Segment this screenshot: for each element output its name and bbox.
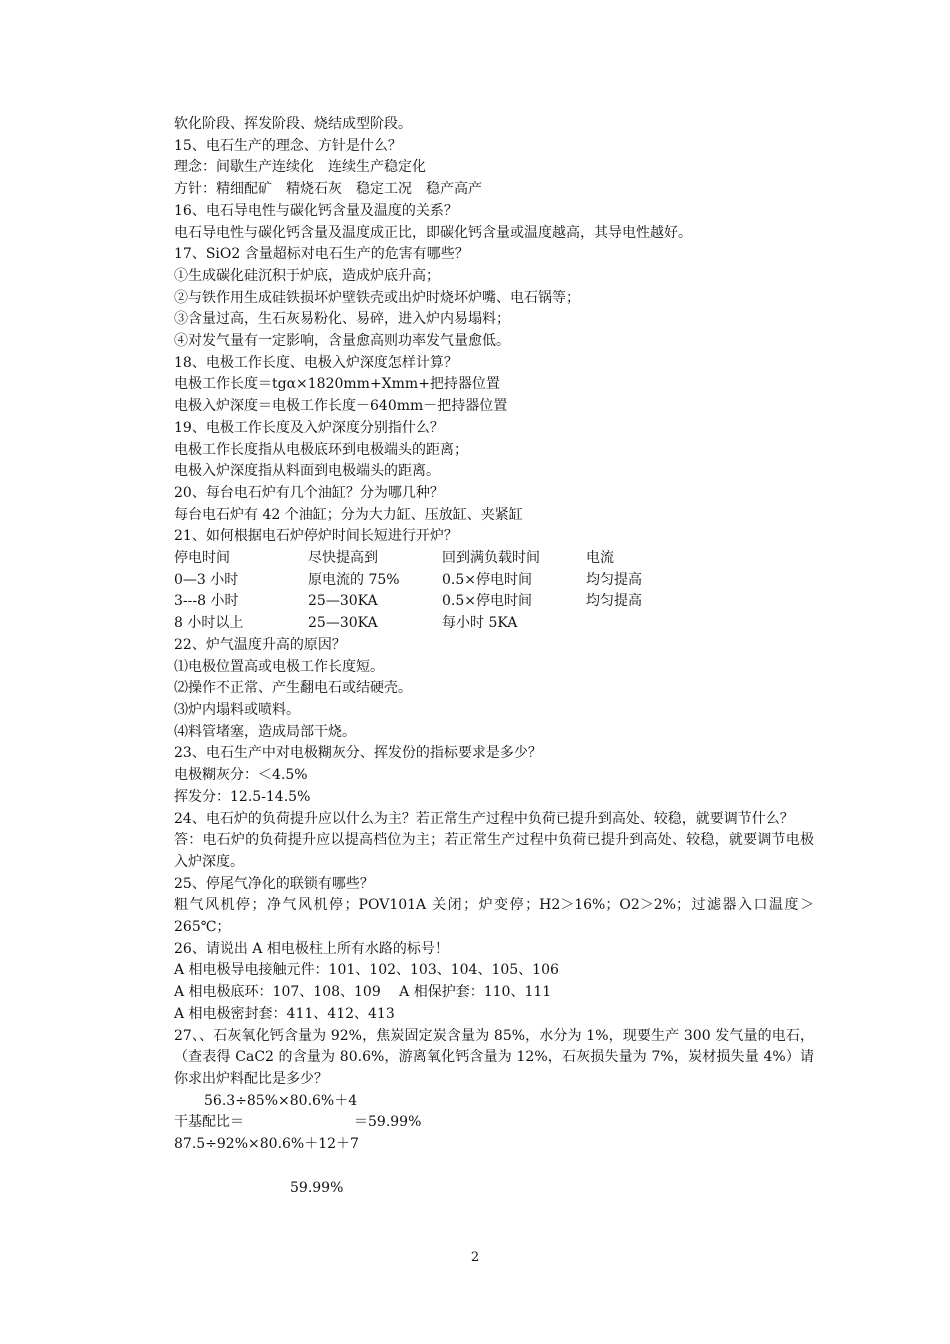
page-content (138, 114, 814, 1199)
formula-denominator: 87.5÷92%×80.6%＋12＋7 (174, 1136, 359, 1153)
table-row (138, 548, 814, 570)
text-line: 软化阶段、挥发阶段、烧结成型阶段。 (174, 116, 412, 132)
formula-label: 干基配比＝ (174, 1114, 244, 1131)
text-line: 18、电极工作长度、电极入炉深度怎样计算？ (174, 354, 458, 371)
table-cell: 均匀提高 (586, 593, 642, 610)
table-cell: 均匀提高 (586, 571, 642, 588)
restart-table (138, 548, 814, 635)
text-line: 17、SiO2 含量超标对电石生产的危害有哪些？ (174, 246, 469, 263)
text-line: A 相电极导电接触元件：101、102、103、104、105、106 (174, 962, 559, 979)
text-line: A 相电极密封套：411、412、413 (174, 1005, 395, 1022)
text-line: 15、电石生产的理念、方针是什么？ (174, 137, 402, 154)
table-cell: 8 小时以上 (174, 615, 244, 632)
text-line: ④对发气量有一定影响，含量愈高则功率发气量愈低。 (174, 333, 510, 350)
table-cell: 25—30KA (308, 615, 378, 632)
formula-numerator: 56.3÷85%×80.6%＋4 (204, 1092, 358, 1109)
text-line: 电极糊灰分：＜4.5% (174, 767, 308, 784)
text-line: 电极工作长度＝tgα×1820mm+Xmm+把持器位置 (174, 376, 500, 393)
table-cell: 25—30KA (308, 593, 378, 610)
answer-25: 粗气风机停；净气风机停；POV101A 关闭；炉变停；H2＞16%；O2＞2%；过滤器入口温度＞265℃； (174, 897, 814, 936)
table-row (138, 591, 814, 613)
question-24: 24、电石炉的负荷提升应以什么为主？若正常生产过程中负荷已提升到高处、较稳，就要调节什么？ (174, 810, 794, 827)
table-cell: 每小时 5KA (442, 615, 518, 632)
text-line: 23、电石生产中对电极糊灰分、挥发份的指标要求是多少？ (174, 745, 542, 762)
text-line: ⑷料管堵塞，造成局部干烧。 (174, 723, 356, 740)
text-line: 16、电石导电性与碳化钙含量及温度的关系？ (174, 202, 458, 219)
text-line: 理念：间歇生产连续化 连续生产稳定化 (174, 159, 426, 176)
text-line: 26、请说出 A 相电极柱上所有水路的标号！ (174, 940, 449, 957)
text-line: ③含量过高，生石灰易粉化、易碎，进入炉内易塌料； (174, 311, 510, 328)
answer-24: 答：电石炉的负荷提升应以提高档位为主；若正常生产过程中负荷已提升到高处、较稳，就要调节电极入炉深度。 (174, 832, 814, 870)
text-line: ②与铁作用生成硅铁损坏炉壁铁壳或出炉时烧坏炉嘴、电石锅等； (174, 289, 580, 306)
table-cell: 0—3 小时 (174, 571, 239, 588)
question-25: 25、停尾气净化的联锁有哪些？ (174, 875, 374, 892)
text-line: 电极工作长度指从电极底环到电极端头的距离； (174, 441, 468, 458)
text-line: 20、每台电石炉有几个油缸？分为哪几种？ (174, 484, 444, 501)
table-cell: 0.5×停电时间 (442, 593, 532, 610)
formula-bottom: 59.99% (290, 1179, 344, 1196)
text-line: ⑶炉内塌料或喷料。 (174, 701, 300, 718)
question-27: 27、、石灰氧化钙含量为 92%，焦炭固定炭含量为 85%，水分为 1%，现要生产 300 发气量的电石，（查表得 CaC2 的含量为 80.6%，游离氧化钙含量为 12%，石灰损失量为 7%，炭材损失量 4%）请你求出炉料配比是多少？ (174, 1027, 814, 1087)
text-line: 方针：精细配矿 精烧石灰 稳定工况 稳产高产 (174, 181, 482, 198)
text-line: ⑴电极位置高或电极工作长度短。 (174, 658, 384, 675)
formula-main (138, 1112, 814, 1134)
table-row (138, 570, 814, 592)
text-line: 电极入炉深度＝电极工作长度－640mm－把持器位置 (174, 398, 508, 415)
text-line: 22、炉气温度升高的原因？ (174, 636, 346, 653)
text-line: 电石导电性与碳化钙含量及温度成正比，即碳化钙含量或温度越高，其导电性越好。 (174, 224, 692, 241)
table-cell (586, 613, 706, 635)
table-cell: 尽快提高到 (308, 550, 378, 567)
table-cell: 3---8 小时 (174, 593, 239, 610)
table-cell: 0.5×停电时间 (442, 571, 532, 588)
table-row (138, 613, 814, 635)
formula-result: ＝59.99% (354, 1114, 422, 1131)
text-line: 每台电石炉有 42 个油缸；分为大力缸、压放缸、夹紧缸 (174, 506, 523, 523)
text-line: 挥发分：12.5-14.5% (174, 788, 311, 805)
text-line: ①生成碳化硅沉积于炉底，造成炉底升高； (174, 267, 440, 284)
text-line: 21、如何根据电石炉停炉时间长短进行开炉？ (174, 528, 458, 545)
table-cell: 电流 (586, 550, 614, 567)
text-line: ⑵操作不正常、产生翻电石或结硬壳。 (174, 680, 412, 697)
table-cell: 回到满负载时间 (442, 550, 540, 567)
text-line: A 相电极底环：107、108、109 A 相保护套：110、111 (174, 984, 552, 1001)
text-line: 19、电极工作长度及入炉深度分别指什么？ (174, 419, 444, 436)
table-cell: 停电时间 (174, 550, 230, 567)
table-cell: 原电流的 75% (308, 571, 400, 588)
text-line: 电极入炉深度指从料面到电极端头的距离。 (174, 463, 440, 480)
page-number: 2 (470, 1250, 480, 1265)
